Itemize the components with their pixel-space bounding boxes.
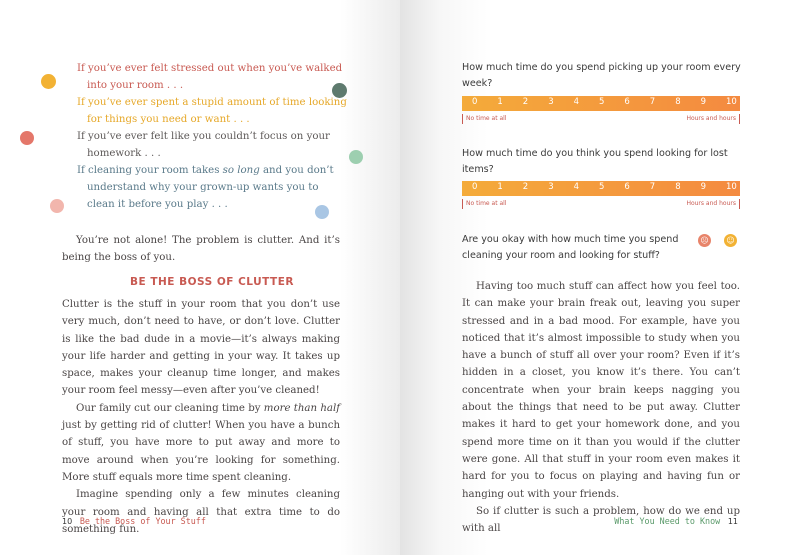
scale-high-label: Hours and hours xyxy=(686,199,740,209)
scale-low-label: No time at all xyxy=(462,114,506,124)
right-page xyxy=(400,0,800,555)
scale-number-5[interactable]: 5 xyxy=(599,97,605,107)
question-okay: Are you okay with how much time you spend cleaning your room and looking for stuff? xyxy=(462,234,679,261)
running-title-right: What You Need to Know xyxy=(614,516,721,526)
scale-number-2[interactable]: 2 xyxy=(522,97,529,107)
scale-number-9[interactable]: 9 xyxy=(700,97,707,107)
right-folio xyxy=(614,516,738,526)
scale-number-5[interactable]: 5 xyxy=(599,182,605,192)
affect-paragraph: Having too much stuff can affect how you feel too. It can make your brain freak out, leaving you super stressed and in a bad mood. For example, have you noticed that it’s almost impossible to study when you have a bunch of stuff all over your room? Even if it’s hidden in a closet, you know it’s there. You can’t concentrate when your brain keeps nagging you about the things that need to be put away. Clutter makes it hard to get your homework done, and you spend more time on it than you would if the clutter were gone. All that stuff in your room even makes it hard for you to focus on playing and having fun or hanging out with your friends. xyxy=(462,281,740,500)
rating-scale-1[interactable] xyxy=(462,96,740,111)
running-title-left: Be the Boss of Your Stuff xyxy=(79,516,206,526)
scale-labels-2 xyxy=(462,199,740,211)
so-if-paragraph: So if clutter is such a problem, how do we end up with all xyxy=(462,505,740,535)
mint-dot xyxy=(349,150,363,164)
yellow-dot xyxy=(41,74,56,89)
page-number-left: 10 xyxy=(62,517,73,526)
if-list xyxy=(77,60,347,213)
scale-number-3[interactable]: 3 xyxy=(548,182,554,192)
scale-number-1[interactable]: 1 xyxy=(497,97,503,107)
scale-number-6[interactable]: 6 xyxy=(624,97,630,107)
scale-number-9[interactable]: 9 xyxy=(700,182,707,192)
imagine-paragraph: Imagine spending only a few minutes cleaning your room and having all that extra time to do something fun. xyxy=(62,489,340,535)
scale-number-7[interactable]: 7 xyxy=(649,182,656,192)
scale-number-2[interactable]: 2 xyxy=(522,182,529,192)
sad-face-icon[interactable]: ☹ xyxy=(698,234,711,247)
if-line-stressed: If you’ve ever felt stressed out when you’ve walked into your room . . . xyxy=(77,63,343,91)
scale-low-label: No time at all xyxy=(462,199,506,209)
scale-number-6[interactable]: 6 xyxy=(624,182,630,192)
family-paragraph: Our family cut our cleaning time by more than half just by getting rid of clutter! When you have a bunch of stuff, you have more to put away and more to move around when you’re looking for something. More stuff equals more time spent cleaning. xyxy=(62,402,340,483)
scale-labels-1 xyxy=(462,114,740,126)
page-number-right: 11 xyxy=(727,517,738,526)
scale-number-4[interactable]: 4 xyxy=(573,97,580,107)
red-dot xyxy=(20,131,34,145)
happy-face-icon[interactable]: ☺ xyxy=(724,234,737,247)
scale-number-0[interactable]: 0 xyxy=(472,182,478,192)
section-heading: BE THE BOSS OF CLUTTER xyxy=(130,276,294,288)
rating-scale-2[interactable] xyxy=(462,181,740,196)
scale-number-8[interactable]: 8 xyxy=(675,182,681,192)
scale-number-8[interactable]: 8 xyxy=(675,97,681,107)
scale-number-4[interactable]: 4 xyxy=(573,182,580,192)
scale-high-label: Hours and hours xyxy=(686,114,740,124)
if-line-cleaning: If cleaning your room takes so long and you don’t understand why your grown-up wants you to clean it before you play . . . xyxy=(77,165,334,210)
body-text-right xyxy=(462,278,740,537)
scale-number-10[interactable]: 10 xyxy=(726,97,737,107)
scale-number-3[interactable]: 3 xyxy=(548,97,554,107)
scale-number-10[interactable]: 10 xyxy=(726,182,737,192)
scale-number-0[interactable]: 0 xyxy=(472,97,478,107)
not-alone-paragraph: You’re not alone! The problem is clutter. And it’s being the boss of you. xyxy=(62,235,340,264)
clutter-definition-paragraph: Clutter is the stuff in your room that you don’t use very much, don’t need to have, or don’t love. Clutter is like the bad dude in a movie—it’s always making your life harder and getting in your way. It takes up space, makes your cleanup time longer, and makes your room feel messy—even after you’ve cleaned! xyxy=(62,299,340,397)
left-folio xyxy=(62,516,206,526)
question-time-picking: How much time do you spend picking up your room every week? xyxy=(462,62,741,89)
if-line-looking: If you’ve ever spent a stupid amount of time looking for things you need or want . . . xyxy=(77,97,347,125)
question-time-looking: How much time do you think you spend looking for lost items? xyxy=(462,148,728,175)
pink-dot xyxy=(50,199,64,213)
scale-number-1[interactable]: 1 xyxy=(497,182,503,192)
if-line-focus: If you’ve ever felt like you couldn’t focus on your homework . . . xyxy=(77,131,330,159)
body-text-left xyxy=(62,296,340,538)
scale-number-7[interactable]: 7 xyxy=(649,97,656,107)
